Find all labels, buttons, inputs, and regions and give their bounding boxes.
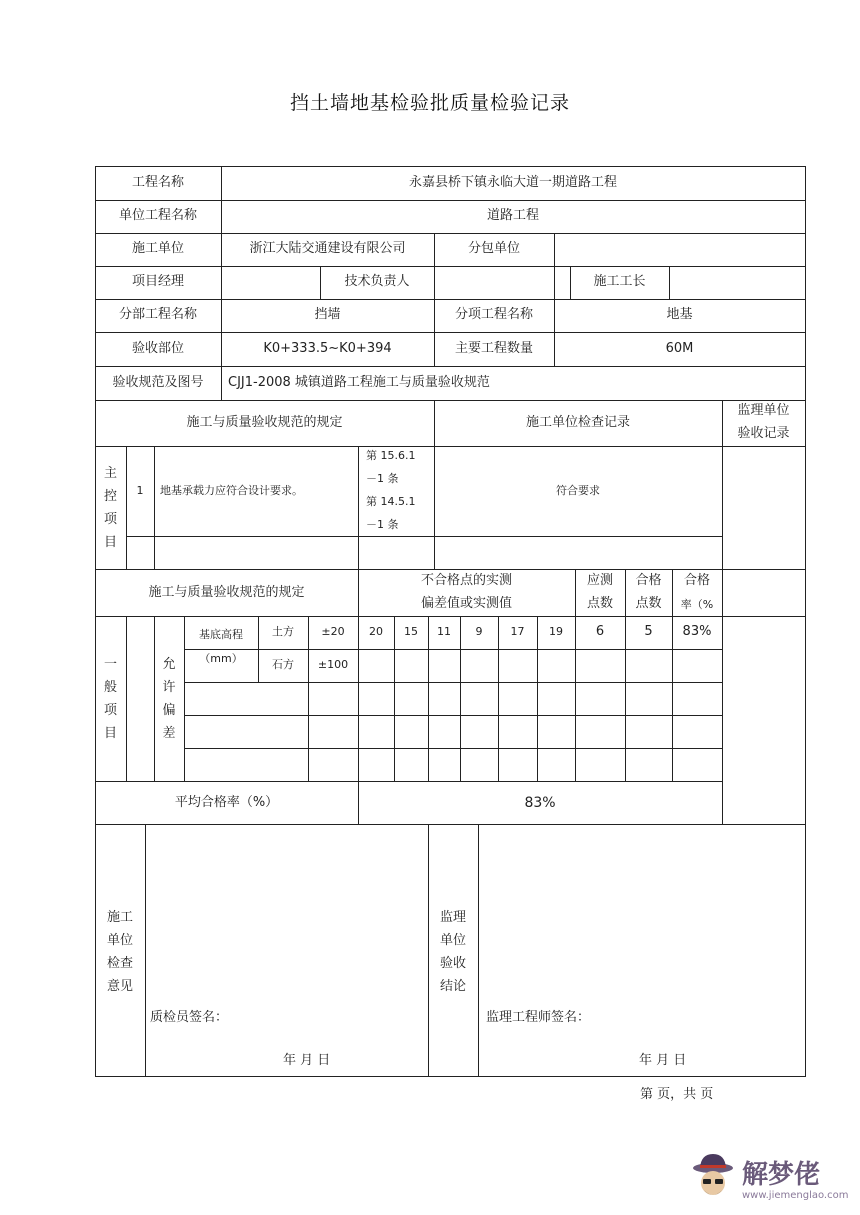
supervisor-conclusion-label: 监理 单位 验收 结论	[439, 910, 466, 994]
unqualified-header-line2: 偏差值或实测值	[420, 596, 512, 611]
watermark-brand: 解梦佬	[742, 1160, 821, 1190]
should-header-line2: 点数	[586, 596, 613, 611]
row1-type: 土方	[272, 625, 294, 638]
contractor-date: 年 月 日	[283, 1053, 331, 1068]
general-spec-header: 施工与质量验收规范的规定	[148, 585, 305, 600]
accept-part-label: 验收部位	[131, 341, 184, 356]
subcontract-label: 分包单位	[467, 241, 520, 256]
contractor-opinion-label: 施工 单位 检查 意见	[106, 910, 133, 994]
watermark-logo	[688, 1150, 848, 1210]
main-item-result: 符合要求	[556, 484, 600, 497]
contractor-label: 施工单位	[131, 241, 184, 256]
contractor-value: 浙江大陆交通建设有限公司	[249, 241, 406, 256]
qualified-header-line1: 合格	[635, 573, 662, 588]
watermark-url: www.jiemenglao.com	[742, 1190, 849, 1201]
spec-label: 验收规范及图号	[112, 375, 204, 390]
row2-type: 石方	[272, 658, 294, 671]
average-rate-label: 平均合格率（%）	[174, 795, 279, 810]
row1-value: 19	[549, 625, 563, 638]
row1-value: 17	[510, 625, 525, 638]
project-name-label: 工程名称	[131, 175, 184, 190]
row1-value: 9	[475, 625, 483, 638]
main-ref-line4: －1 条	[366, 518, 399, 531]
supervisor-date: 年 月 日	[639, 1053, 687, 1068]
mascot-icon	[688, 1150, 738, 1208]
row2-tolerance: ±100	[317, 658, 349, 671]
supervisor-header-line1: 监理单位	[737, 403, 790, 418]
row1-value: 11	[437, 625, 451, 638]
main-quantity-label: 主要工程数量	[454, 341, 533, 356]
supervisor-sign-label: 监理工程师签名：	[486, 1010, 591, 1025]
accept-part-value: K0+333.5~K0+394	[263, 341, 392, 356]
division-value: 挡墙	[314, 307, 341, 322]
main-quantity-value: 60M	[665, 341, 694, 356]
should-header-line1: 应测	[586, 573, 613, 588]
spec-value: CJJ1-2008 城镇道路工程施工与质量验收规范	[228, 375, 490, 390]
project-manager-label: 项目经理	[131, 274, 184, 289]
general-group-label: 一 般 项 目	[103, 657, 117, 741]
contractor-sign-label: 质检员签名：	[150, 1010, 229, 1025]
unit-project-value: 道路工程	[486, 208, 539, 223]
project-manager-field[interactable]	[222, 274, 320, 290]
item-name: 基底高程	[199, 628, 243, 641]
foreman-label: 施工工长	[593, 274, 646, 289]
main-item-text: 地基承载力应符合设计要求。	[160, 484, 303, 497]
main-ref-line3: 第 14.5.1	[366, 495, 416, 508]
project-name-value: 永嘉县桥下镇永临大道一期道路工程	[408, 175, 617, 190]
row1-should: 6	[595, 624, 605, 639]
foreman-field[interactable]	[670, 274, 805, 290]
unqualified-header-line1: 不合格点的实测	[420, 573, 512, 588]
row1-qualified: 5	[644, 624, 653, 639]
row1-value: 15	[404, 625, 418, 638]
page-number: 第 页，共 页	[640, 1087, 714, 1102]
division-label: 分部工程名称	[118, 307, 197, 322]
unit-project-label: 单位工程名称	[118, 208, 197, 223]
subitem-label: 分项工程名称	[454, 307, 533, 322]
subcontract-value-field[interactable]	[555, 241, 805, 257]
main-ref-line1: 第 15.6.1	[366, 449, 416, 462]
main-ref-line2: －1 条	[366, 472, 399, 485]
qualified-header-line2: 点数	[635, 596, 662, 611]
main-spec-header: 施工与质量验收规范的规定	[186, 415, 343, 430]
main-control-group-label: 主 控 项 目	[103, 466, 117, 550]
tolerance-label: 允 许 偏 差	[162, 657, 176, 741]
item-unit: （mm）	[199, 652, 243, 665]
tech-lead-label: 技术负责人	[344, 274, 410, 289]
subitem-value: 地基	[666, 307, 693, 322]
average-rate-value: 83%	[524, 795, 556, 811]
main-item-number: 1	[136, 484, 144, 497]
rate-header-line2: 率（%	[680, 598, 714, 611]
tech-lead-field[interactable]	[435, 274, 554, 290]
row1-tolerance: ±20	[321, 625, 345, 638]
row1-rate: 83%	[682, 624, 712, 639]
rate-header-line1: 合格	[683, 573, 710, 588]
supervisor-header-line2: 验收记录	[737, 426, 790, 441]
main-check-header: 施工单位检查记录	[525, 415, 630, 430]
document-title: 挡土墙地基检验批质量检验记录	[289, 92, 570, 114]
row1-value: 20	[369, 625, 383, 638]
